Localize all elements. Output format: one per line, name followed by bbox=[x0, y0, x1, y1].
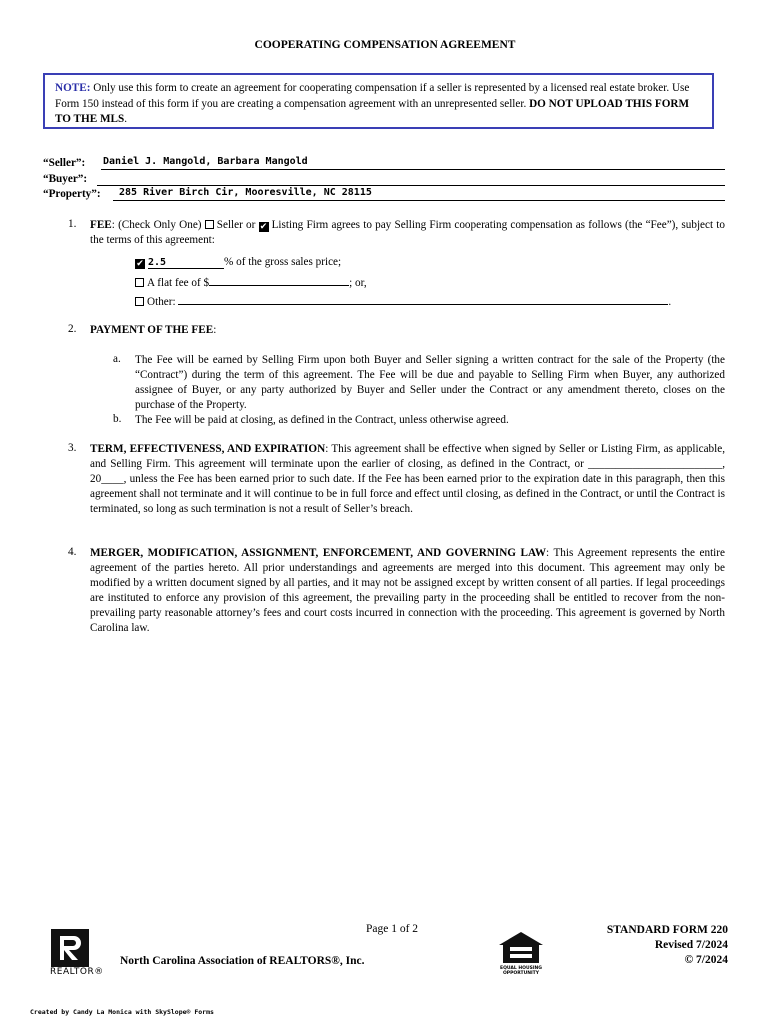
property-row bbox=[43, 188, 725, 202]
percent-label: % of the gross sales price; bbox=[224, 256, 342, 268]
property-line bbox=[113, 200, 725, 201]
percent-checkbox[interactable]: ✔ bbox=[136, 259, 144, 269]
seller-checkbox[interactable] bbox=[205, 220, 214, 229]
property-value[interactable]: 285 River Birch Cir, Mooresville, NC 28115 bbox=[119, 187, 372, 198]
form-number: STANDARD FORM 220 bbox=[606, 924, 728, 936]
fee-other-row bbox=[135, 293, 671, 308]
section-2a-text: The Fee will be earned by Selling Firm upon both Buyer and Seller signing a written contract for the sale of the Property (the “Contract”) during the term of this agreement. The Fee will be due and payable to Selling Firm when Buyer, any authorized assignee of Buyer, or any party authorized by Buyer and Seller under the Contract or any amendment thereto, closes on the purchase of the Property. bbox=[135, 354, 725, 411]
section-4-body: : This Agreement represents the entire agreement of the parties hereto. All prior understandings and agreements are merged into this document. This agreement may only be modified by a written document signed by all parties, and it may not be assigned except by written consent of all parties. If legal proceedings are instituted to enforce any provision of this agreement, the prevailing party in the proceeding shall be entitled to recover from the non-prevailing party reasonable attorney’s fees and court costs incurred in connection with the proceeding. This agreement is governed by North Carolina law. bbox=[90, 547, 725, 634]
association-name: North Carolina Association of REALTORS®, Inc. bbox=[120, 955, 365, 967]
section-3-heading: TERM, EFFECTIVENESS, AND EXPIRATION bbox=[90, 443, 326, 455]
seller-option-label: Seller or bbox=[216, 219, 259, 231]
form-copyright: © 7/2024 bbox=[684, 954, 728, 966]
section-3-text bbox=[90, 442, 725, 517]
form-revised: Revised 7/2024 bbox=[654, 939, 728, 951]
other-end: . bbox=[668, 296, 672, 308]
percent-value: 2.5 bbox=[148, 257, 167, 268]
note-text: Only use this form to create an agreement for cooperating compensation if a seller is represented by a licensed real estate broker. Use Form 150 instead of this form if you are creating a compensation agreement with an unrepresented seller. bbox=[55, 82, 690, 110]
realtor-logo-icon bbox=[51, 929, 89, 967]
form-info bbox=[607, 923, 728, 968]
section-3-number: 3. bbox=[68, 442, 77, 454]
section-2b-marker: b. bbox=[113, 413, 122, 425]
section-4-text bbox=[90, 546, 725, 636]
property-label: “Property”: bbox=[43, 188, 101, 200]
fee-flat-row bbox=[135, 274, 367, 289]
fee-check-instruction: : (Check Only One) bbox=[111, 219, 205, 231]
flat-fee-end: ; or, bbox=[349, 277, 367, 289]
section-2a-marker: a. bbox=[113, 353, 121, 365]
buyer-row bbox=[43, 173, 725, 187]
section-4-number: 4. bbox=[68, 546, 77, 558]
other-label: Other: bbox=[147, 296, 179, 308]
realtor-logo-text: REALTOR® bbox=[50, 967, 104, 977]
listing-firm-checkbox[interactable]: ✔ bbox=[259, 222, 268, 232]
section-1-number: 1. bbox=[68, 218, 77, 230]
page-number: Page 1 of 2 bbox=[366, 923, 419, 935]
flat-fee-label: A flat fee of $ bbox=[147, 277, 210, 289]
seller-line bbox=[101, 169, 725, 170]
section-1-heading: FEE bbox=[90, 219, 112, 231]
seller-value[interactable]: Daniel J. Mangold, Barbara Mangold bbox=[103, 156, 308, 167]
section-2-number: 2. bbox=[68, 323, 77, 335]
realtor-r-icon bbox=[51, 929, 89, 967]
seller-row bbox=[43, 157, 725, 171]
document-title: COOPERATING COMPENSATION AGREEMENT bbox=[254, 39, 516, 51]
other-checkbox[interactable] bbox=[135, 297, 144, 306]
percent-field[interactable] bbox=[148, 256, 224, 269]
fee-percent-row bbox=[135, 256, 341, 269]
equal-housing-text: EQUAL HOUSING OPPORTUNITY bbox=[500, 966, 542, 976]
note-label: NOTE: bbox=[55, 82, 91, 94]
flat-fee-field[interactable] bbox=[209, 274, 349, 286]
note-warning: DO NOT UPLOAD THIS FORM TO THE MLS bbox=[55, 97, 690, 125]
note-box bbox=[43, 73, 714, 129]
section-2b-text: The Fee will be paid at closing, as defined in the Contract, unless otherwise agreed. bbox=[135, 414, 509, 426]
buyer-label: “Buyer”: bbox=[43, 173, 88, 185]
house-icon bbox=[497, 931, 545, 965]
section-4-heading: MERGER, MODIFICATION, ASSIGNMENT, ENFORCEMENT, AND GOVERNING LAW bbox=[90, 547, 547, 559]
section-2-heading-line bbox=[90, 323, 725, 338]
section-2-colon: : bbox=[213, 324, 217, 336]
seller-label: “Seller”: bbox=[43, 157, 86, 169]
section-1-text bbox=[90, 218, 725, 248]
created-by-note: Created by Candy La Monica with SkySlope® Forms bbox=[30, 1008, 214, 1016]
buyer-line bbox=[97, 185, 725, 186]
flat-fee-checkbox[interactable] bbox=[135, 278, 144, 287]
note-period: . bbox=[124, 113, 128, 125]
section-2-heading: PAYMENT OF THE FEE bbox=[90, 324, 214, 336]
listing-option-label: Listing Firm agrees to pay Selling Firm cooperating compensation as follows (the “Fee”), subject to the terms of this agreement: bbox=[90, 219, 726, 246]
other-field[interactable] bbox=[178, 293, 668, 305]
section-3-body: : This agreement shall be effective when signed by Seller or Listing Firm, as applicable, and Selling Firm. This agreement will terminate upon the earlier of closing, as defined in the Contract, or ________________________, 20____, unless the Fee has been earned prior to such date. If the Fee has been earned prior to the expiration date in this paragraph, then this agreement shall not terminate and it will continue to be in full force and effect until closing, as defined in the Contract, or until the Contract is terminated, so long as such termination is not a result of Seller’s breach. bbox=[90, 443, 725, 515]
